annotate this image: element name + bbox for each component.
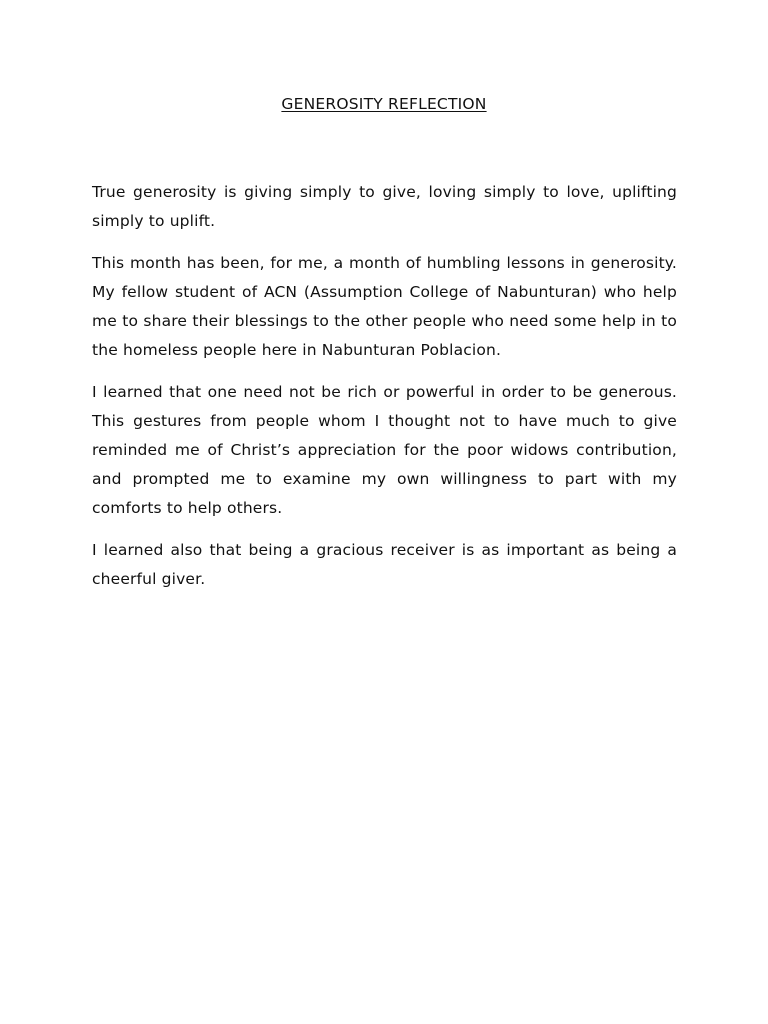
paragraph-2: This month has been, for me, a month of humbling lessons in generosity. My fellow student of ACN (Assumption College of Nabunturan) who help me to share their blessings to the other people who need some help in to the homeless people here in Nabunturan Poblacion.: [92, 254, 677, 359]
paragraph-1: True generosity is giving simply to give, loving simply to love, uplifting simply to uplift.: [92, 183, 677, 230]
document-body: [92, 178, 677, 607]
paragraph-3: I learned that one need not be rich or powerful in order to be generous. This gestures from people whom I thought not to have much to give reminded me of Christ’s appreciation for the poor widows contribution, and prompted me to examine my own willingness to part with my comforts to help others.: [92, 383, 677, 517]
paragraph-4: I learned also that being a gracious receiver is as important as being a cheerful giver.: [92, 541, 677, 588]
document-title: GENEROSITY REFLECTION: [281, 95, 487, 113]
